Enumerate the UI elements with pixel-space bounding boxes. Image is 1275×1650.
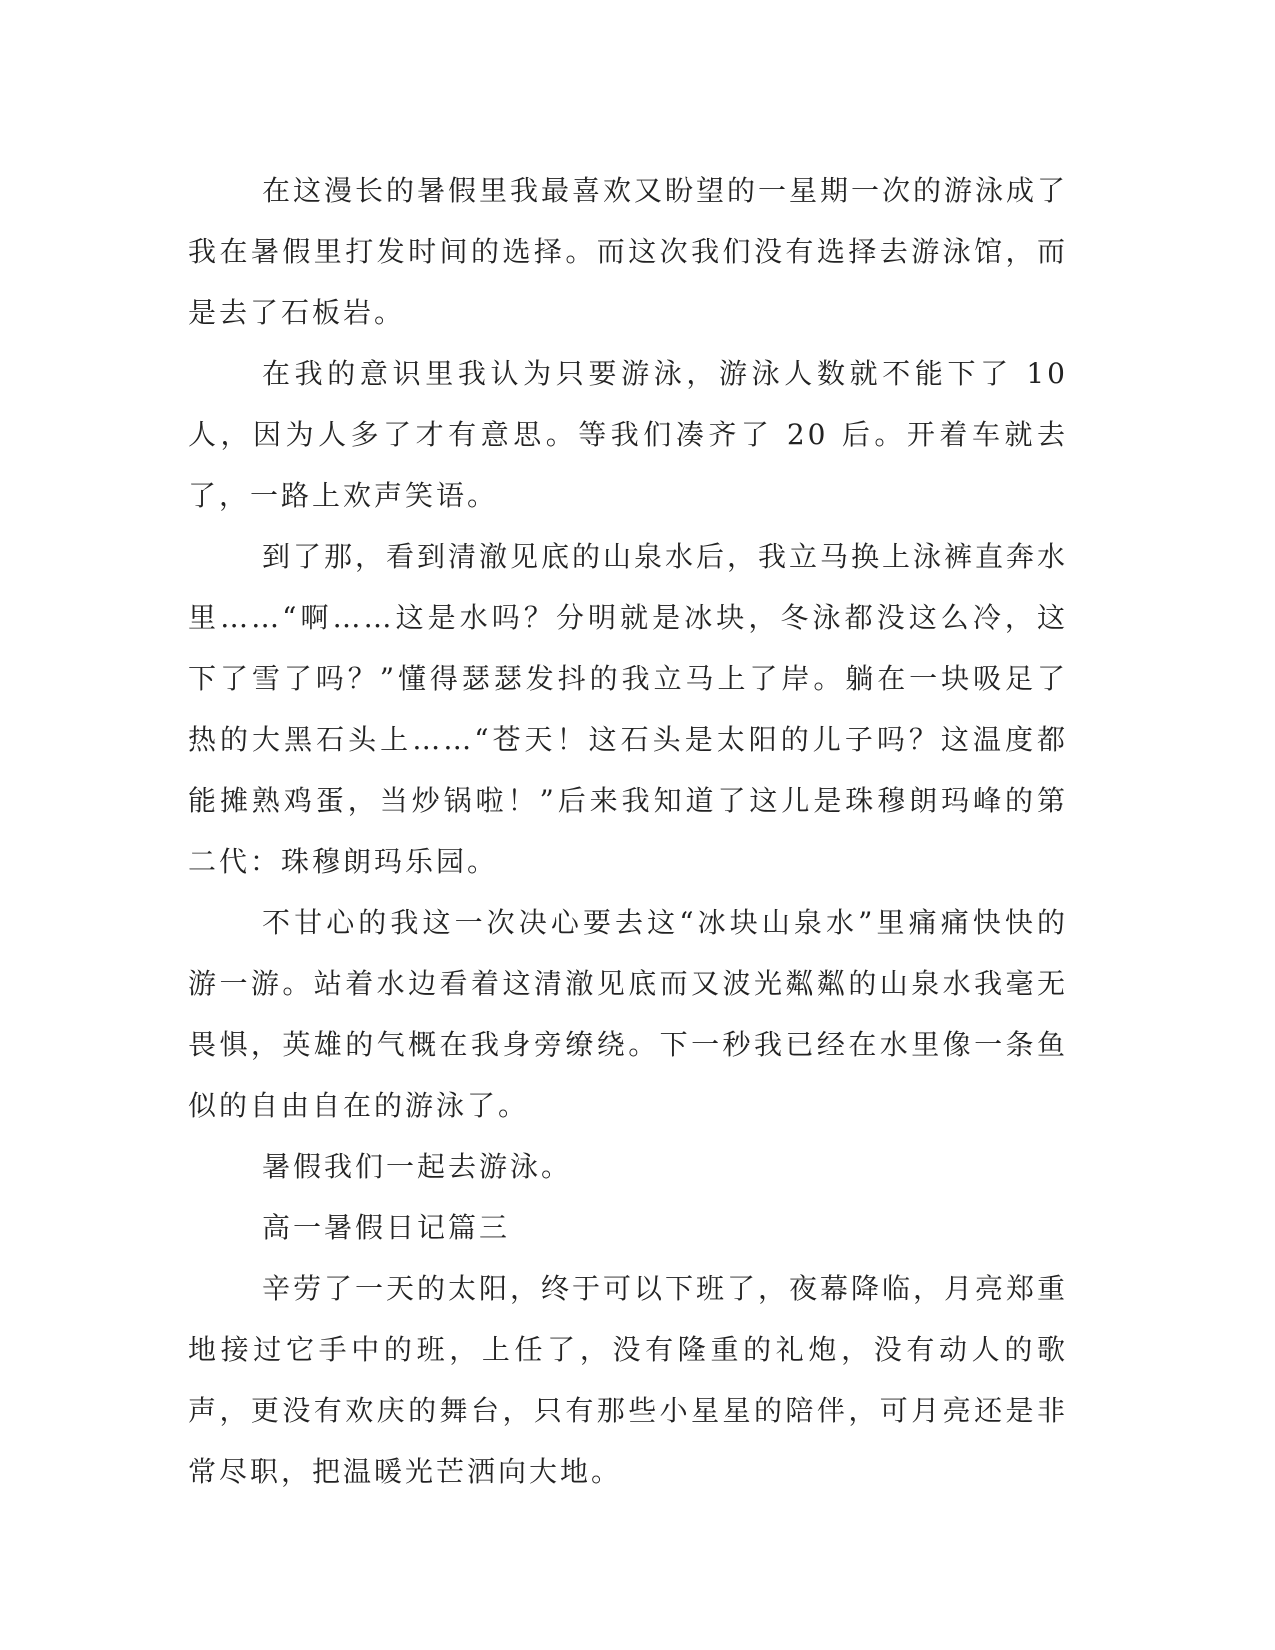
paragraph-group-size: 在我的意识里我认为只要游泳，游泳人数就不能下了 10 人，因为人多了才有意思。等我们凑齐了 20 后。开着车就去了，一路上欢声笑语。	[188, 357, 1068, 512]
paragraph-closing-line: 暑假我们一起去游泳。	[262, 1150, 573, 1183]
paragraph-swimming-intro: 在这漫长的暑假里我最喜欢又盼望的一星期一次的游泳成了我在暑假里打发时间的选择。而这次我们没有选择去游泳馆，而是去了石板岩。	[188, 174, 1069, 329]
paragraph-moon: 辛劳了一天的太阳，终于可以下班了，夜幕降临，月亮郑重地接过它手中的班，上任了，没有隆重的礼炮，没有动人的歌声，更没有欢庆的舞台，只有那些小星星的陪伴，可月亮还是非常尽职，把温暖光芒洒向大地。	[188, 1272, 1069, 1488]
body-text	[188, 160, 1068, 1502]
paragraph-second-attempt: 不甘心的我这一次决心要去这“冰块山泉水”里痛痛快快的游一游。站着水边看着这清澈见底而又波光粼粼的山泉水我毫无畏惧，英雄的气概在我身旁缭绕。下一秒我已经在水里像一条鱼似的自由自在的游泳了。	[188, 906, 1068, 1122]
paragraph-cold-water: 到了那，看到清澈见底的山泉水后，我立马换上泳裤直奔水里……“啊……这是水吗？分明就是冰块，冬泳都没这么冷，这下了雪了吗？”懂得瑟瑟发抖的我立马上了岸。躺在一块吸足了热的大黑石头上……“苍天！这石头是太阳的儿子吗？这温度都能摊熟鸡蛋，当炒锅啦！”后来我知道了这儿是珠穆朗玛峰的第二代：珠穆朗玛乐园。	[188, 540, 1069, 878]
section-heading: 高一暑假日记篇三	[262, 1211, 511, 1244]
